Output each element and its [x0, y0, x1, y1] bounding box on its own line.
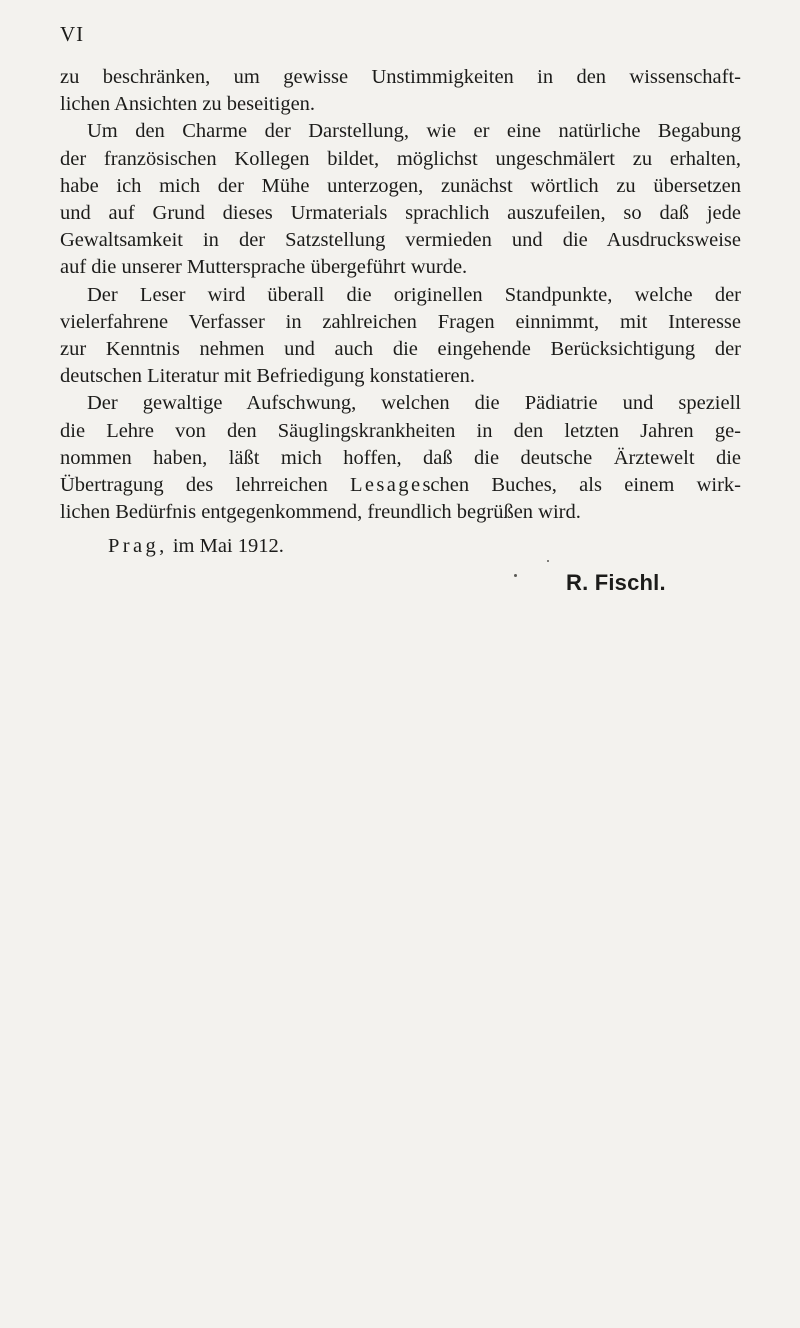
text-line: Um den Charme der Darstellung, wie er eine natürliche Begabung: [87, 120, 741, 143]
author-name-spaced: Lesage: [350, 474, 423, 497]
text-line: Gewaltsamkeit in der Satzstellung vermieden und die Ausdrucksweise: [60, 229, 741, 252]
text-line: deutschen Literatur mit Befriedigung konstatieren.: [60, 365, 475, 388]
place-date: [108, 535, 284, 558]
paragraph-1: [60, 64, 741, 118]
text-segment: schen Buches, als einem wirk-: [422, 474, 742, 497]
text-line: auf die unserer Muttersprache übergeführt wurde.: [60, 256, 468, 279]
text-line: Der Leser wird überall die originellen Standpunkte, welche der: [87, 283, 741, 306]
text-line: Der gewaltige Aufschwung, welchen die Pädiatrie und speziell: [87, 392, 741, 415]
paragraph-4: [60, 390, 741, 526]
preface-body: [60, 64, 741, 526]
text-line: lichen Ansichten zu beseitigen.: [60, 93, 316, 116]
signature: R. Fischl.: [566, 570, 666, 595]
closing-block: [0, 535, 800, 615]
text-line: vielerfahrene Verfasser in zahlreichen Fragen einnimmt, mit Interesse: [60, 310, 741, 333]
text-line: zu beschränken, um gewisse Unstimmigkeiten in den wissenschaft-: [60, 66, 741, 88]
page-number: VI: [60, 22, 85, 46]
paragraph-3: [60, 282, 741, 391]
text-line-with-spaced-name: [60, 472, 741, 499]
paragraph-2: [60, 118, 741, 281]
text-line: der französischen Kollegen bildet, möglichst ungeschmälert zu erhalten,: [60, 147, 741, 170]
text-line: die Lehre von den Säuglingskrankheiten in den letzten Jahren ge-: [60, 419, 741, 442]
paper-speck: [547, 560, 549, 562]
date: im Mai 1912.: [172, 535, 284, 557]
text-line: habe ich mich der Mühe unterzogen, zunächst wörtlich zu übersetzen: [60, 174, 741, 197]
text-line: zur Kenntnis nehmen und auch die eingehende Berücksichtigung der: [60, 338, 741, 361]
paper-speck: [514, 574, 517, 577]
text-line: nommen haben, läßt mich hoffen, daß die deutsche Ärztewelt die: [60, 446, 741, 469]
text-line: und auf Grund dieses Urmaterials sprachlich auszufeilen, so daß jede: [60, 202, 741, 225]
place: Prag,: [108, 535, 168, 557]
text-line: lichen Bedürfnis entgegenkommend, freundlich begrüßen wird.: [60, 501, 581, 524]
text-segment: Übertragung des lehrreichen: [60, 474, 328, 497]
